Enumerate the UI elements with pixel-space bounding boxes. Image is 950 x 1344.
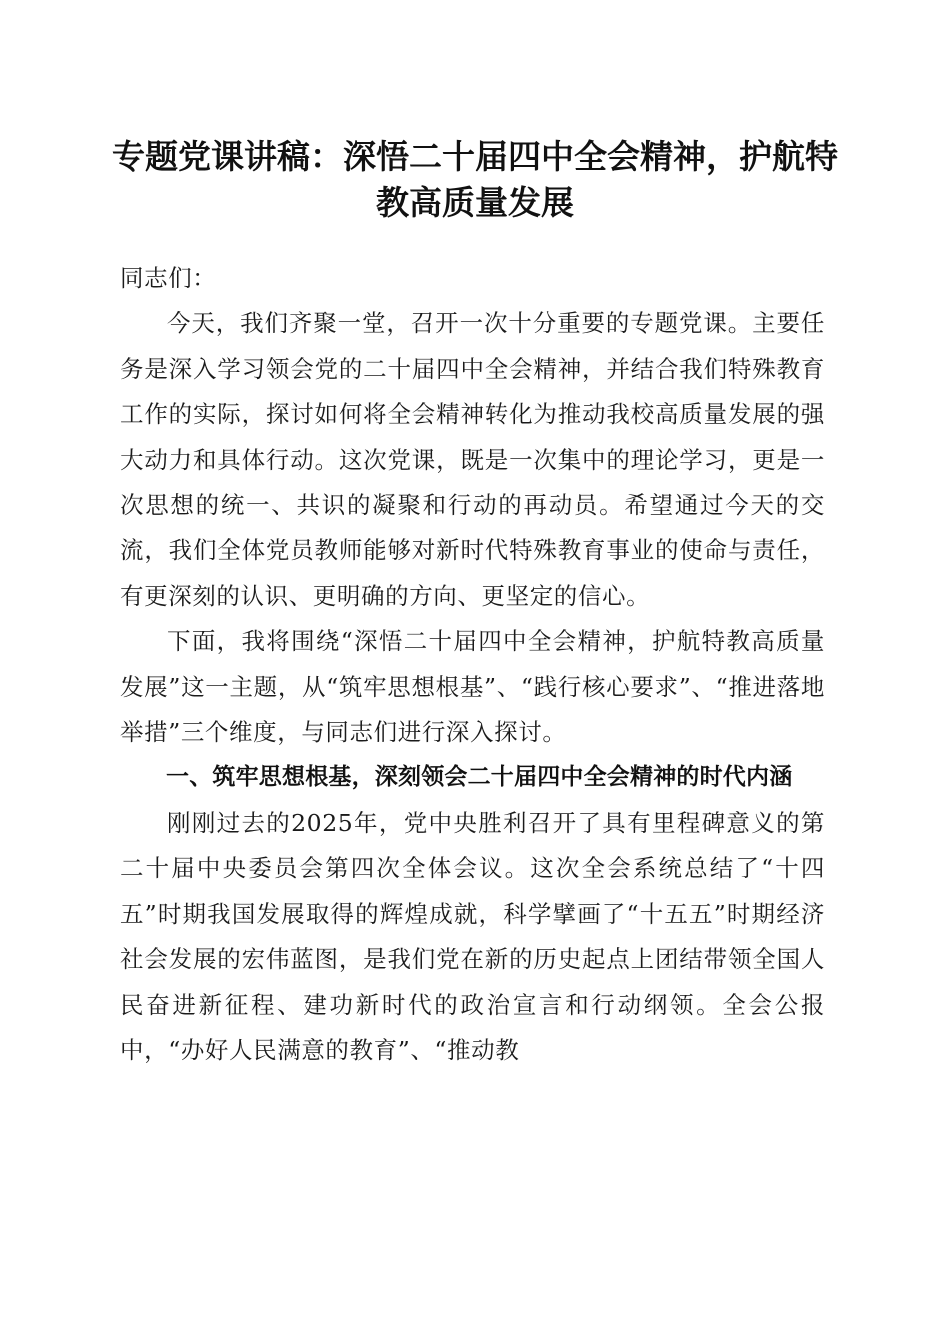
outline-paragraph: 下面，我将围绕“深悟二十届四中全会精神，护航特教高质量发展”这一主题，从“筑牢思想根基”、“践行核心要求”、“推进落地举措”三个维度，与同志们进行深入探讨。: [120, 627, 825, 747]
intro-paragraph: 今天，我们齐聚一堂，召开一次十分重要的专题党课。主要任务是深入学习领会党的二十届四中全会精神，并结合我们特殊教育工作的实际，探讨如何将全会精神转化为推动我校高质量发展的强大动力和具体行动。这次党课，既是一次集中的理论学习，更是一次思想的统一、共识的凝聚和行动的再动员。希望通过今天的交流，我们全体党员教师能够对新时代特殊教育事业的使命与责任，有更深刻的认识、更明确的方向、更坚定的信心。: [120, 309, 825, 610]
section-heading: 一、筑牢思想根基，深刻领会二十届四中全会精神的时代内涵: [166, 764, 793, 791]
document-body: [120, 256, 825, 1073]
section-paragraph: 刚刚过去的2025年，党中央胜利召开了具有里程碑意义的第二十届中央委员会第四次全体会议。这次全会系统总结了“十四五”时期我国发展取得的辉煌成就，科学擘画了“十五五”时期经济社会发展的宏伟蓝图，是我们党在新的历史起点上团结带领全国人民奋进新征程、建功新时代的政治宣言和行动纲领。全会公报中，“办好人民满意的教育”、“推动教: [120, 808, 825, 1064]
document-title: 专题党课讲稿：深悟二十届四中全会精神，护航特教高质量发展: [112, 137, 838, 222]
salutation: 同志们：: [120, 264, 217, 292]
